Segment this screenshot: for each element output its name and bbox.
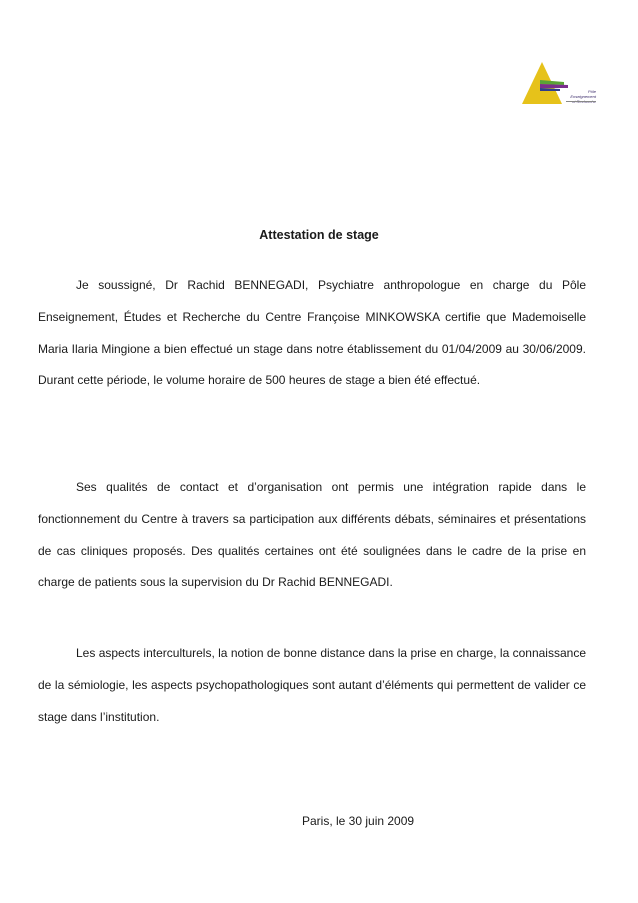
paragraph-3-block xyxy=(38,638,586,733)
paragraph-2-block xyxy=(38,472,586,599)
paragraph-1-block xyxy=(38,270,586,397)
place-date-signature: Paris, le 30 juin 2009 xyxy=(302,814,415,828)
document-title: Attestation de stage xyxy=(259,228,379,242)
paragraph-2: Ses qualités de contact et d’organisation ont permis une intégration rapide dans le fonctionnement du Centre à travers sa participation aux différents débats, séminaires et présentations de cas cliniques proposés. Des qualités certaines ont été soulignées dans le cadre de la prise en charge de patients sous la supervision du Dr Rachid BENNEGADI. xyxy=(38,480,586,590)
logo-line-1: Pôle Enseignement xyxy=(570,89,596,99)
paragraph-1: Je soussigné, Dr Rachid BENNEGADI, Psychiatre anthropologue en charge du Pôle Enseignement, Études et Recherche du Centre Françoise MINKOWSKA certifie que Mademoiselle Maria Ilaria Mingione a bien effectué un stage dans notre établissement du 01/04/2009 au 30/06/2009. Durant cette période, le volume horaire de 500 heures de stage a bien été effectué. xyxy=(38,278,586,388)
paragraph-3: Les aspects interculturels, la notion de bonne distance dans la prise en charge, la connaissance de la sémiologie, les aspects psychopathologiques sont autant d’éléments qui permettent de valider ce stage dans l’institution. xyxy=(38,646,586,724)
logo-underline xyxy=(566,101,596,102)
